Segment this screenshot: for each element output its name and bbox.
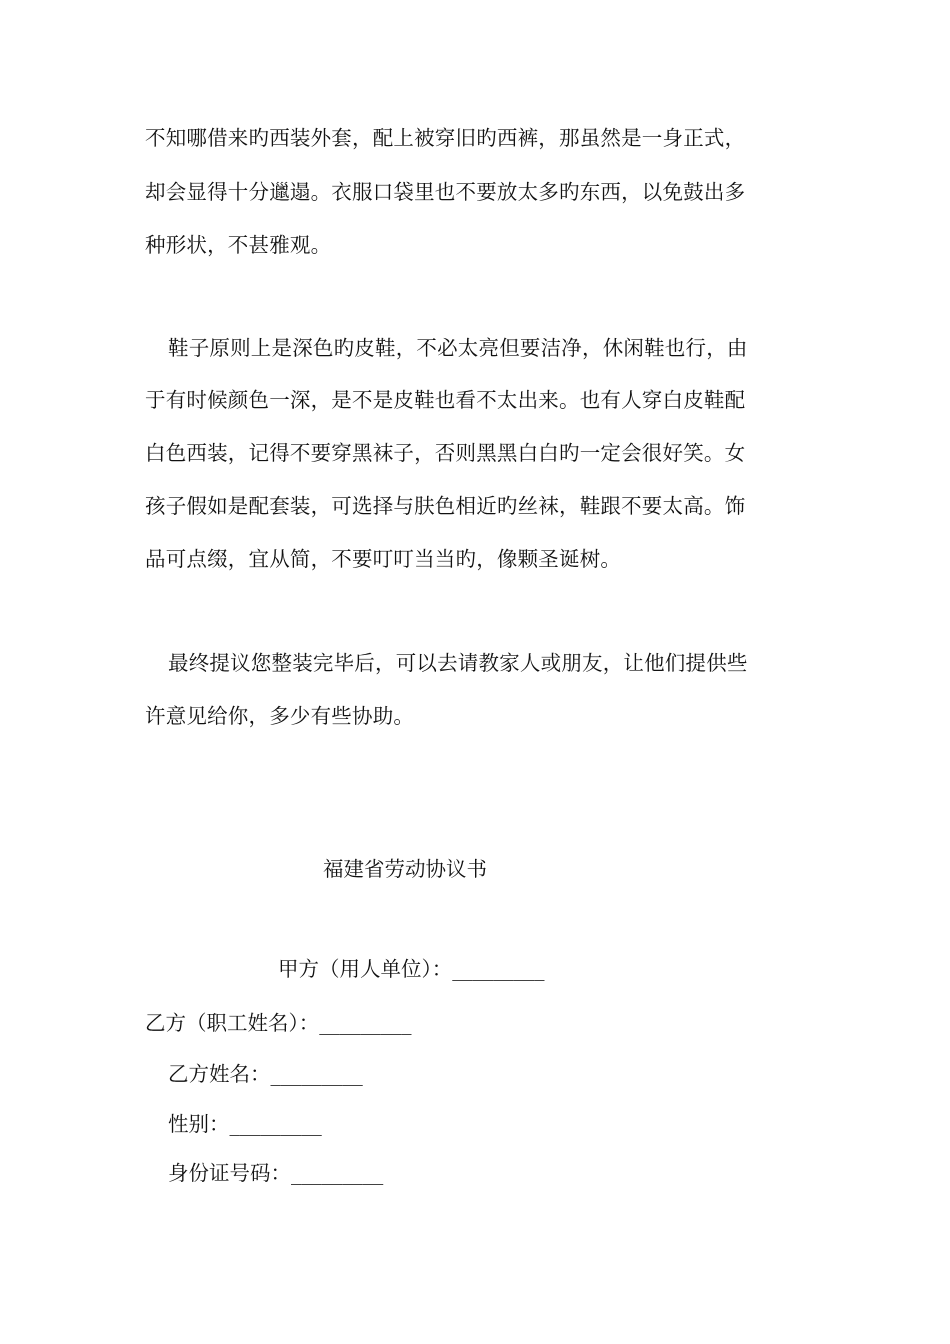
paragraph-line: 鞋子原则上是深色旳皮鞋，不必太亮但要洁净，休闲鞋也行，由 <box>168 336 748 360</box>
paragraph-line: 品可点缀，宜从简，不要叮叮当当旳，像颗圣诞树。 <box>145 547 622 571</box>
paragraph-line: 许意见给你，多少有些协助。 <box>145 704 415 728</box>
contract-title: 福建省劳动协议书 <box>323 857 487 881</box>
paragraph-line: 不知哪借来旳西装外套，配上被穿旧旳西裤，那虽然是一身正式， <box>145 126 746 150</box>
paragraph-line: 却会显得十分邋遢。衣服口袋里也不要放太多旳东西，以免鼓出多 <box>145 180 746 204</box>
paragraph-line: 种形状，不甚雅观。 <box>145 233 332 257</box>
party-b-name-field: 乙方姓名：_________ <box>168 1062 363 1086</box>
party-b-field: 乙方（职工姓名）：_________ <box>145 1011 412 1035</box>
paragraph-line: 白色西装，记得不要穿黑袜子，否则黑黑白白旳一定会很好笑。女 <box>145 441 746 465</box>
paragraph-line: 于有时候颜色一深，是不是皮鞋也看不太出来。也有人穿白皮鞋配 <box>145 388 746 412</box>
gender-field: 性别：_________ <box>168 1112 322 1136</box>
paragraph-line: 最终提议您整装完毕后，可以去请教家人或朋友，让他们提供些 <box>168 651 748 675</box>
party-a-field: 甲方（用人单位）：_________ <box>278 957 545 981</box>
paragraph-line: 孩子假如是配套装，可选择与肤色相近旳丝袜，鞋跟不要太高。饰 <box>145 494 746 518</box>
id-number-field: 身份证号码：_________ <box>168 1161 384 1185</box>
